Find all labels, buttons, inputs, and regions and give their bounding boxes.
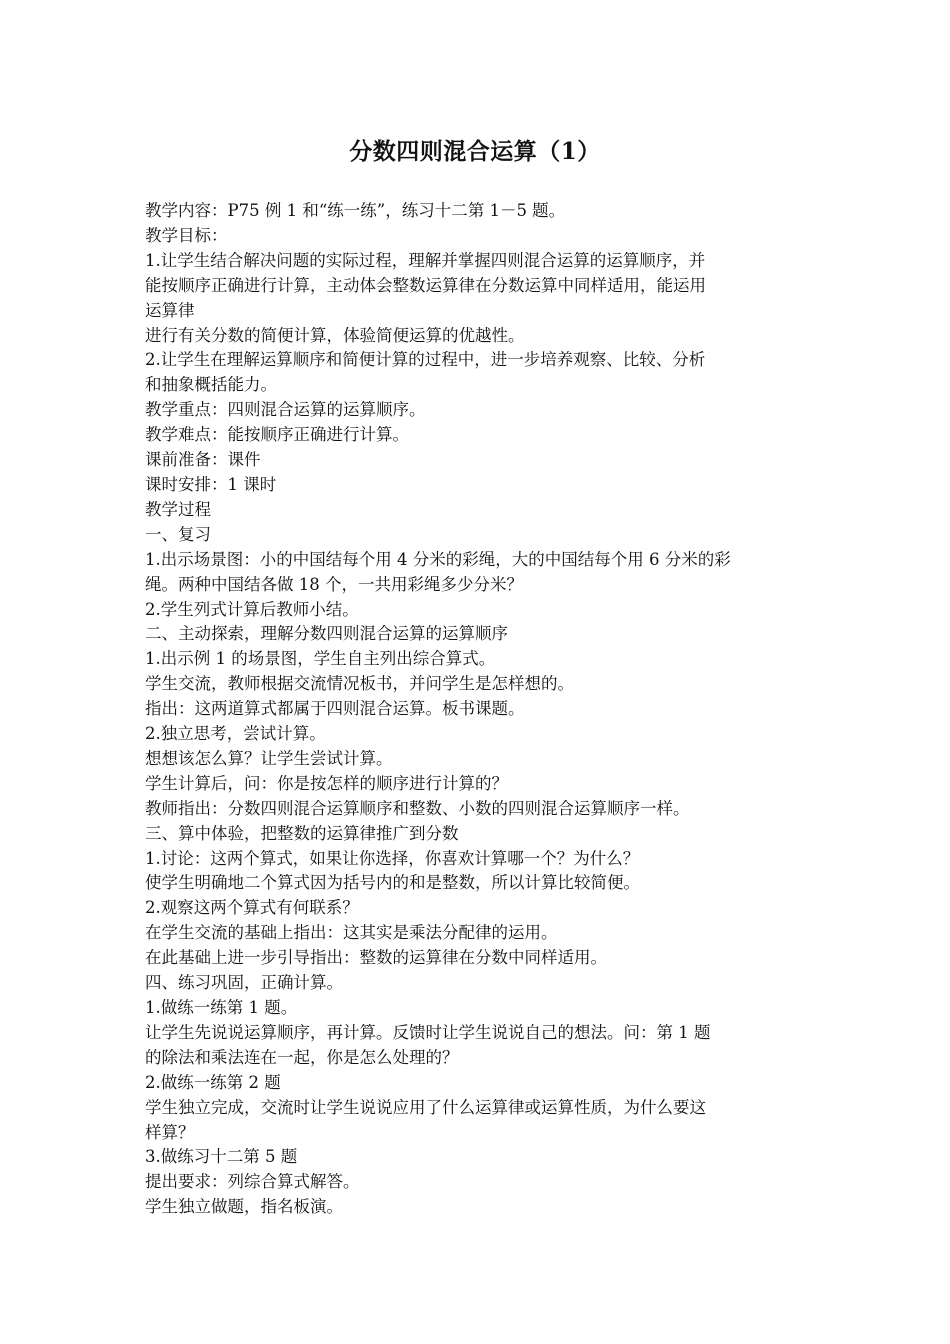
text-line: 一、复习: [145, 524, 211, 544]
text-line: 2.独立思考，尝试计算。: [145, 724, 326, 744]
text-line: 1.讨论：这两个算式，如果让你选择，你喜欢计算哪一个？为什么？: [145, 848, 640, 868]
text-line: 的除法和乘法连在一起，你是怎么处理的？: [145, 1047, 459, 1067]
text-line: 教学内容：P75 例 1 和“练一练”，练习十二第 1－5 题。: [145, 201, 566, 220]
text-line: 2.观察这两个算式有何联系？: [145, 898, 359, 918]
text-line: 提出要求：列综合算式解答。: [145, 1172, 360, 1192]
text-line: 1.出示例 1 的场景图，学生自主列出综合算式。: [145, 649, 496, 669]
document-title: 分数四则混合运算（1）: [349, 138, 601, 165]
text-line: 3.做练习十二第 5 题: [145, 1147, 298, 1167]
text-line: 课前准备：课件: [145, 450, 261, 470]
text-line: 教学重点：四则混合运算的运算顺序。: [145, 400, 426, 420]
text-line: 学生独立完成，交流时让学生说说应用了什么运算律或运算性质，为什么要这: [145, 1097, 706, 1117]
text-line: 运算律: [145, 300, 195, 320]
text-line: 进行有关分数的简便计算，体验简便运算的优越性。: [145, 325, 525, 345]
text-line: 二、主动探索，理解分数四则混合运算的运算顺序: [145, 624, 508, 644]
text-line: 教学目标：: [145, 225, 228, 245]
text-line: 绳。两种中国结各做 18 个，一共用彩绳多少分米？: [145, 574, 523, 594]
text-line: 教学过程: [145, 499, 211, 519]
text-line: 2.学生列式计算后教师小结。: [145, 599, 359, 619]
document-body: [145, 199, 809, 1220]
text-line: 课时安排：1 课时: [145, 474, 277, 494]
text-line: 使学生明确地二个算式因为括号内的和是整数，所以计算比较简便。: [145, 873, 640, 893]
text-line: 学生交流，教师根据交流情况板书，并问学生是怎样想的。: [145, 674, 574, 694]
text-line: 1.出示场景图：小的中国结每个用 4 分米的彩绳，大的中国结每个用 6 分米的彩: [145, 549, 731, 569]
text-line: 1.让学生结合解决问题的实际过程，理解并掌握四则混合运算的运算顺序，并: [145, 250, 706, 270]
text-line: 学生独立做题，指名板演。: [145, 1197, 343, 1217]
text-line: 指出：这两道算式都属于四则混合运算。板书课题。: [145, 699, 525, 719]
text-line: 教师指出：分数四则混合运算顺序和整数、小数的四则混合运算顺序一样。: [145, 798, 690, 818]
text-line: 学生计算后，问：你是按怎样的顺序进行计算的？: [145, 773, 508, 793]
text-line: 1.做练一练第 1 题。: [145, 998, 298, 1017]
text-line: 三、算中体验，把整数的运算律推广到分数: [145, 823, 459, 843]
text-line: 2.做练一练第 2 题: [145, 1072, 281, 1092]
text-line: 在学生交流的基础上指出：这其实是乘法分配律的运用。: [145, 923, 558, 943]
text-line: 和抽象概括能力。: [145, 375, 277, 395]
text-line: 教学难点：能按顺序正确进行计算。: [145, 425, 409, 445]
text-line: 让学生先说说运算顺序，再计算。反馈时让学生说说自己的想法。问：第 1 题: [145, 1022, 711, 1042]
text-line: 2.让学生在理解运算顺序和简便计算的过程中，进一步培养观察、比较、分析: [145, 350, 706, 370]
text-line: 样算？: [145, 1122, 195, 1142]
text-line: 能按顺序正确进行计算，主动体会整数运算律在分数运算中同样适用，能运用: [145, 275, 706, 295]
text-line: 在此基础上进一步引导指出：整数的运算律在分数中同样适用。: [145, 948, 607, 968]
text-line: 四、练习巩固，正确计算。: [145, 973, 343, 993]
text-line: 想想该怎么算？让学生尝试计算。: [145, 748, 393, 768]
